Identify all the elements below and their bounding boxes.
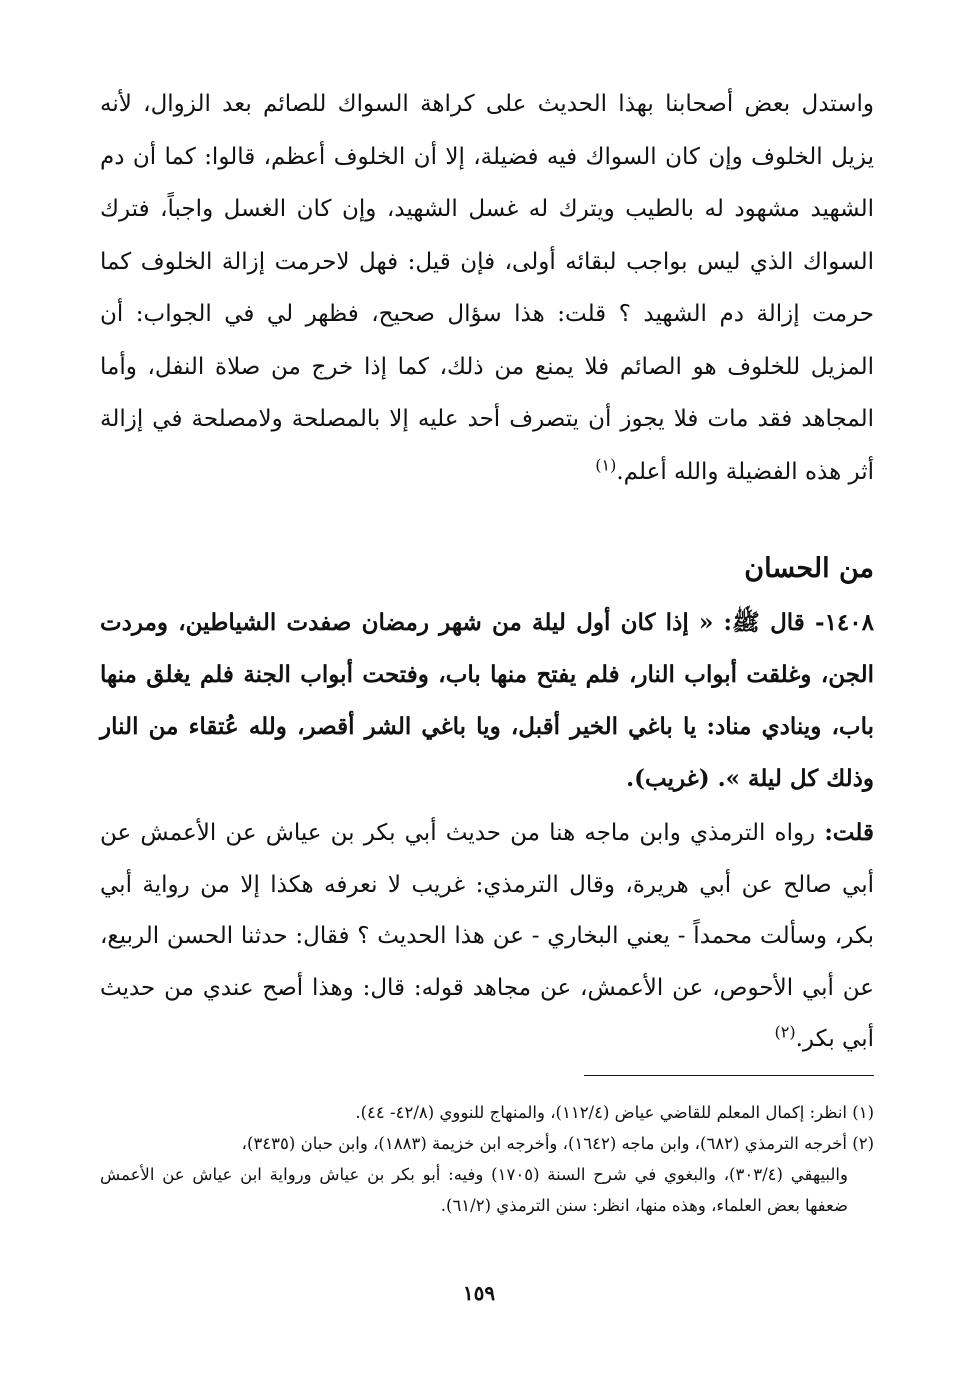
footnote-1: (١) انظر: إكمال المعلم للقاضي عياض (١١٢/٤)، والمنهاج للنووي (٤٢/٨- ٤٤).	[355, 1103, 874, 1122]
footnote-ref-2: (٢)	[774, 1022, 796, 1042]
footnote-divider	[584, 1075, 874, 1076]
intro-paragraph	[100, 78, 874, 498]
footnote-2-first-line: (٢) أخرجه الترمذي (٦٨٢)، وابن ماجه (١٦٤٢)، وأخرجه ابن خزيمة (١٨٨٣)، وابن حبان (٣٤٣٥)،	[241, 1134, 874, 1153]
commentary-label: قلت:	[824, 819, 874, 846]
commentary-paragraph	[100, 807, 874, 1066]
page-number: ١٥٩	[462, 1281, 496, 1305]
section-heading: من الحسان	[744, 553, 874, 584]
commentary-text: رواه الترمذي وابن ماجه هنا من حديث أبي بكر بن عياش عن الأعمش عن أبي صالح عن أبي هريرة، وقال الترمذي: غريب لا نعرفه هكذا إلا من رواية أبي بكر، وسألت محمداً - يعني البخاري - عن هذا الحديث ؟ فقال: حدثنا الحسن الربيع، عن أبي الأحوص، عن الأعمش، عن مجاهد قوله: قال: وهذا أصح عندي من حديث أبي بكر.	[100, 820, 874, 1052]
footnotes	[100, 1097, 874, 1221]
intro-text: واستدل بعض أصحابنا بهذا الحديث على كراهة السواك للصائم بعد الزوال، لأنه يزيل الخلوف وإن كان السواك فيه فضيلة، إلا أن الخلوف أعظم، قالوا: كما أن دم الشهيد مشهود له بالطيب ويترك له غسل الشهيد، وإن كان الغسل واجباً، فترك السواك الذي ليس بواجب لبقائه أولى، فإن قيل: فهل لاحرمت إزالة الخلوف كما حرمت إزالة دم الشهيد ؟ قلت: هذا سؤال صحيح، فظهر لي في الجواب: أن المزيل للخلوف هو الصائم فلا يمنع من ذلك، كما إذا خرج من صلاة النفل، وأما المجاهد فقد مات فلا يجوز أن يتصرف أحد عليه إلا بالمصلحة ولامصلحة في إزالة أثر هذه الفضيلة والله أعلم.	[100, 91, 874, 485]
hadith-text: ١٤٠٨- قال ﷺ: « إذا كان أول ليلة من شهر رمضان صفدت الشياطين، ومردت الجن، وغلقت أبواب النار، فلم يفتح منها باب، وفتحت أبواب الجنة فلم يغلق منها باب، وينادي مناد: يا باغي الخير أقبل، ويا باغي الشر أقصر، ولله عُتقاء من النار وذلك كل ليلة ». (غريب).	[100, 609, 874, 792]
footnote-ref-1: (١)	[595, 454, 617, 474]
footnote-2-continuation: والبيهقي (٣٠٣/٤)، والبغوي في شرح السنة (١٧٠٥) وفيه: أبو بكر بن عياش ورواية ابن عياش عن الأعمش ضعفها بعض العلماء، وهذه منها، انظر: سنن الترمذي (٦١/٢).	[100, 1165, 848, 1215]
